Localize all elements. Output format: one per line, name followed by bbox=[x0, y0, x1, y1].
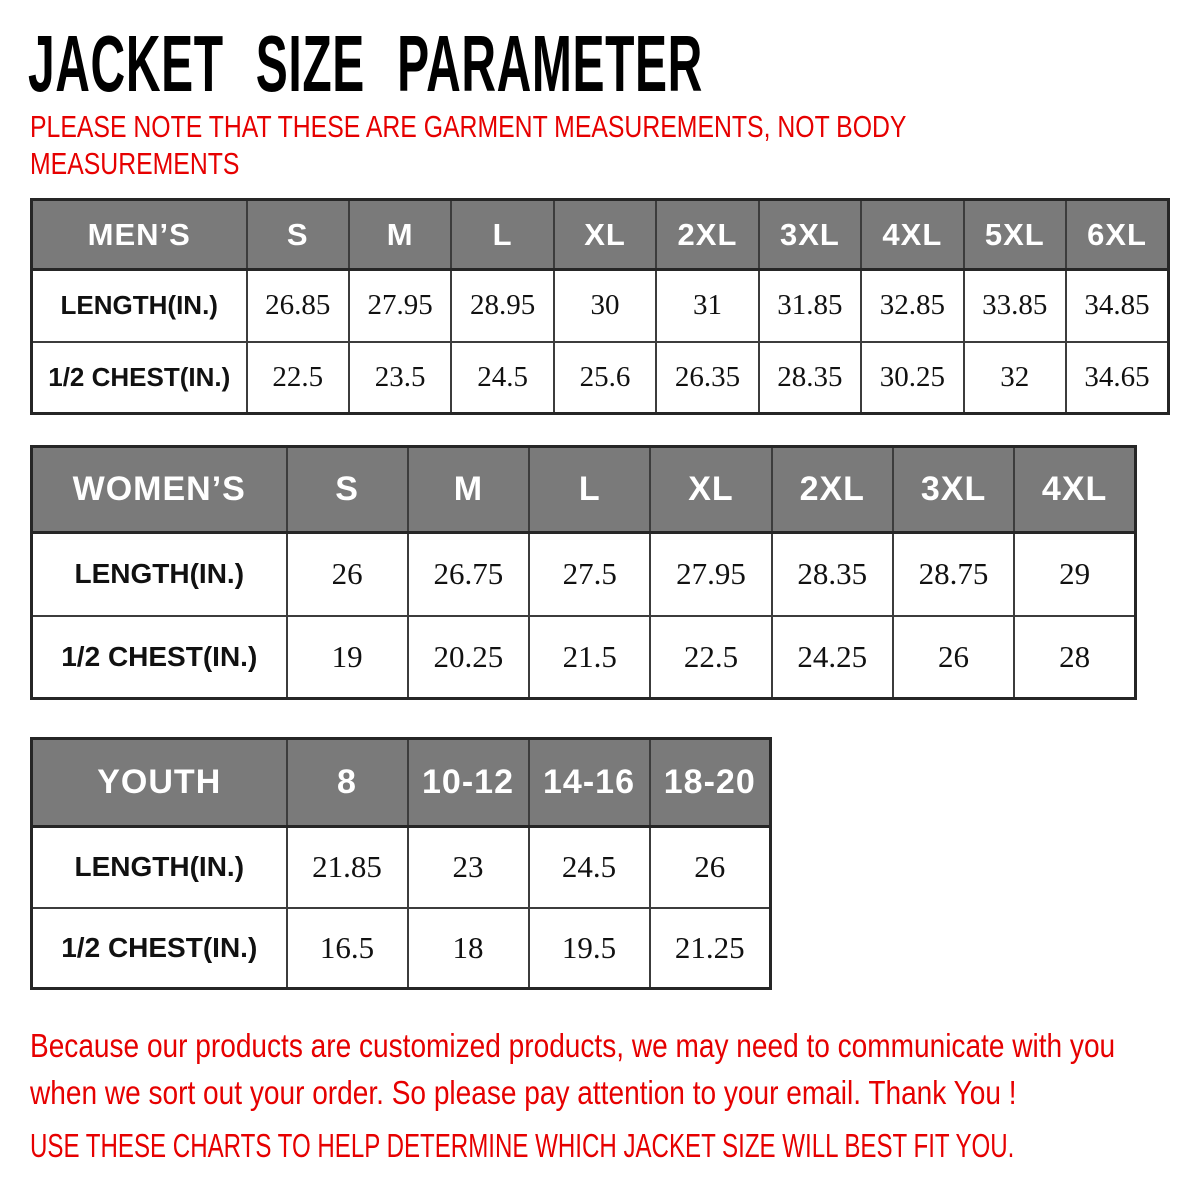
size-value-cell: 26 bbox=[287, 533, 408, 616]
mens-chest-row bbox=[32, 342, 1169, 414]
size-header-cell: 4XL bbox=[861, 200, 963, 270]
mens-table-title-cell: MEN’S bbox=[32, 200, 247, 270]
size-value-cell: 24.5 bbox=[451, 342, 553, 414]
size-header-cell: 2XL bbox=[656, 200, 758, 270]
customization-notice bbox=[30, 1022, 1115, 1116]
size-header-cell: L bbox=[529, 447, 650, 533]
womens-header-row bbox=[32, 447, 1136, 533]
size-value-cell: 23 bbox=[408, 827, 529, 908]
size-value-cell: 16.5 bbox=[287, 908, 408, 989]
womens-table-title-cell: WOMEN’S bbox=[32, 447, 287, 533]
note-line-1: PLEASE NOTE THAT THESE ARE GARMENT MEASUREMENTS, NOT BODY bbox=[30, 109, 907, 144]
size-value-cell: 26.75 bbox=[408, 533, 529, 616]
size-value-cell: 24.5 bbox=[529, 827, 650, 908]
size-header-cell: 10-12 bbox=[408, 739, 529, 827]
size-header-cell: 2XL bbox=[772, 447, 893, 533]
size-value-cell: 33.85 bbox=[964, 270, 1066, 342]
size-header-cell: M bbox=[408, 447, 529, 533]
size-value-cell: 21.5 bbox=[529, 616, 650, 699]
mens-length-row bbox=[32, 270, 1169, 342]
size-header-cell: S bbox=[287, 447, 408, 533]
size-value-cell: 34.85 bbox=[1066, 270, 1169, 342]
size-header-cell: 18-20 bbox=[650, 739, 771, 827]
size-value-cell: 24.25 bbox=[772, 616, 893, 699]
size-value-cell: 28 bbox=[1014, 616, 1135, 699]
size-value-cell: 29 bbox=[1014, 533, 1135, 616]
size-value-cell: 28.35 bbox=[759, 342, 861, 414]
size-value-cell: 20.25 bbox=[408, 616, 529, 699]
size-header-cell: 4XL bbox=[1014, 447, 1135, 533]
size-value-cell: 31.85 bbox=[759, 270, 861, 342]
size-value-cell: 26.85 bbox=[247, 270, 349, 342]
size-value-cell: 22.5 bbox=[650, 616, 771, 699]
size-value-cell: 32 bbox=[964, 342, 1066, 414]
size-value-cell: 19 bbox=[287, 616, 408, 699]
page-title: JACKET SIZE PARAMETER bbox=[28, 19, 703, 108]
row-label-cell: 1/2 CHEST(IN.) bbox=[32, 616, 287, 699]
size-value-cell: 18 bbox=[408, 908, 529, 989]
size-header-cell: 3XL bbox=[759, 200, 861, 270]
size-value-cell: 26 bbox=[650, 827, 771, 908]
womens-chest-row bbox=[32, 616, 1136, 699]
size-value-cell: 27.95 bbox=[349, 270, 451, 342]
size-value-cell: 27.5 bbox=[529, 533, 650, 616]
row-label-cell: LENGTH(IN.) bbox=[32, 827, 287, 908]
size-value-cell: 32.85 bbox=[861, 270, 963, 342]
size-header-cell: L bbox=[451, 200, 553, 270]
size-value-cell: 27.95 bbox=[650, 533, 771, 616]
womens-size-table bbox=[30, 445, 1137, 700]
size-value-cell: 31 bbox=[656, 270, 758, 342]
youth-table-title-cell: YOUTH bbox=[32, 739, 287, 827]
garment-measurement-note bbox=[30, 108, 906, 182]
size-value-cell: 30 bbox=[554, 270, 656, 342]
size-header-cell: S bbox=[247, 200, 349, 270]
size-header-cell: 8 bbox=[287, 739, 408, 827]
size-header-cell: 6XL bbox=[1066, 200, 1169, 270]
size-header-cell: M bbox=[349, 200, 451, 270]
size-value-cell: 21.25 bbox=[650, 908, 771, 989]
womens-length-row bbox=[32, 533, 1136, 616]
mens-header-row bbox=[32, 200, 1169, 270]
chart-usage-hint: USE THESE CHARTS TO HELP DETERMINE WHICH JACKET SIZE WILL BEST FIT YOU. bbox=[30, 1127, 1015, 1164]
size-value-cell: 26.35 bbox=[656, 342, 758, 414]
size-value-cell: 28.75 bbox=[893, 533, 1014, 616]
size-header-cell: 3XL bbox=[893, 447, 1014, 533]
size-header-cell: XL bbox=[554, 200, 656, 270]
youth-chest-row bbox=[32, 908, 771, 989]
youth-header-row bbox=[32, 739, 771, 827]
row-label-cell: 1/2 CHEST(IN.) bbox=[32, 908, 287, 989]
customization-notice-line-1: Because our products are customized products, we may need to communicate with you bbox=[30, 1027, 1116, 1064]
size-header-cell: XL bbox=[650, 447, 771, 533]
size-value-cell: 30.25 bbox=[861, 342, 963, 414]
size-value-cell: 34.65 bbox=[1066, 342, 1169, 414]
youth-length-row bbox=[32, 827, 771, 908]
size-header-cell: 14-16 bbox=[529, 739, 650, 827]
size-value-cell: 23.5 bbox=[349, 342, 451, 414]
size-value-cell: 21.85 bbox=[287, 827, 408, 908]
customization-notice-line-2: when we sort out your order. So please pay attention to your email. Thank You ! bbox=[30, 1074, 1017, 1111]
size-value-cell: 22.5 bbox=[247, 342, 349, 414]
row-label-cell: LENGTH(IN.) bbox=[32, 533, 287, 616]
size-value-cell: 26 bbox=[893, 616, 1014, 699]
note-line-2: MEASUREMENTS bbox=[30, 146, 240, 181]
row-label-cell: LENGTH(IN.) bbox=[32, 270, 247, 342]
size-header-cell: 5XL bbox=[964, 200, 1066, 270]
size-value-cell: 25.6 bbox=[554, 342, 656, 414]
size-value-cell: 28.95 bbox=[451, 270, 553, 342]
youth-size-table bbox=[30, 737, 772, 990]
row-label-cell: 1/2 CHEST(IN.) bbox=[32, 342, 247, 414]
size-value-cell: 28.35 bbox=[772, 533, 893, 616]
mens-size-table bbox=[30, 198, 1170, 415]
size-value-cell: 19.5 bbox=[529, 908, 650, 989]
